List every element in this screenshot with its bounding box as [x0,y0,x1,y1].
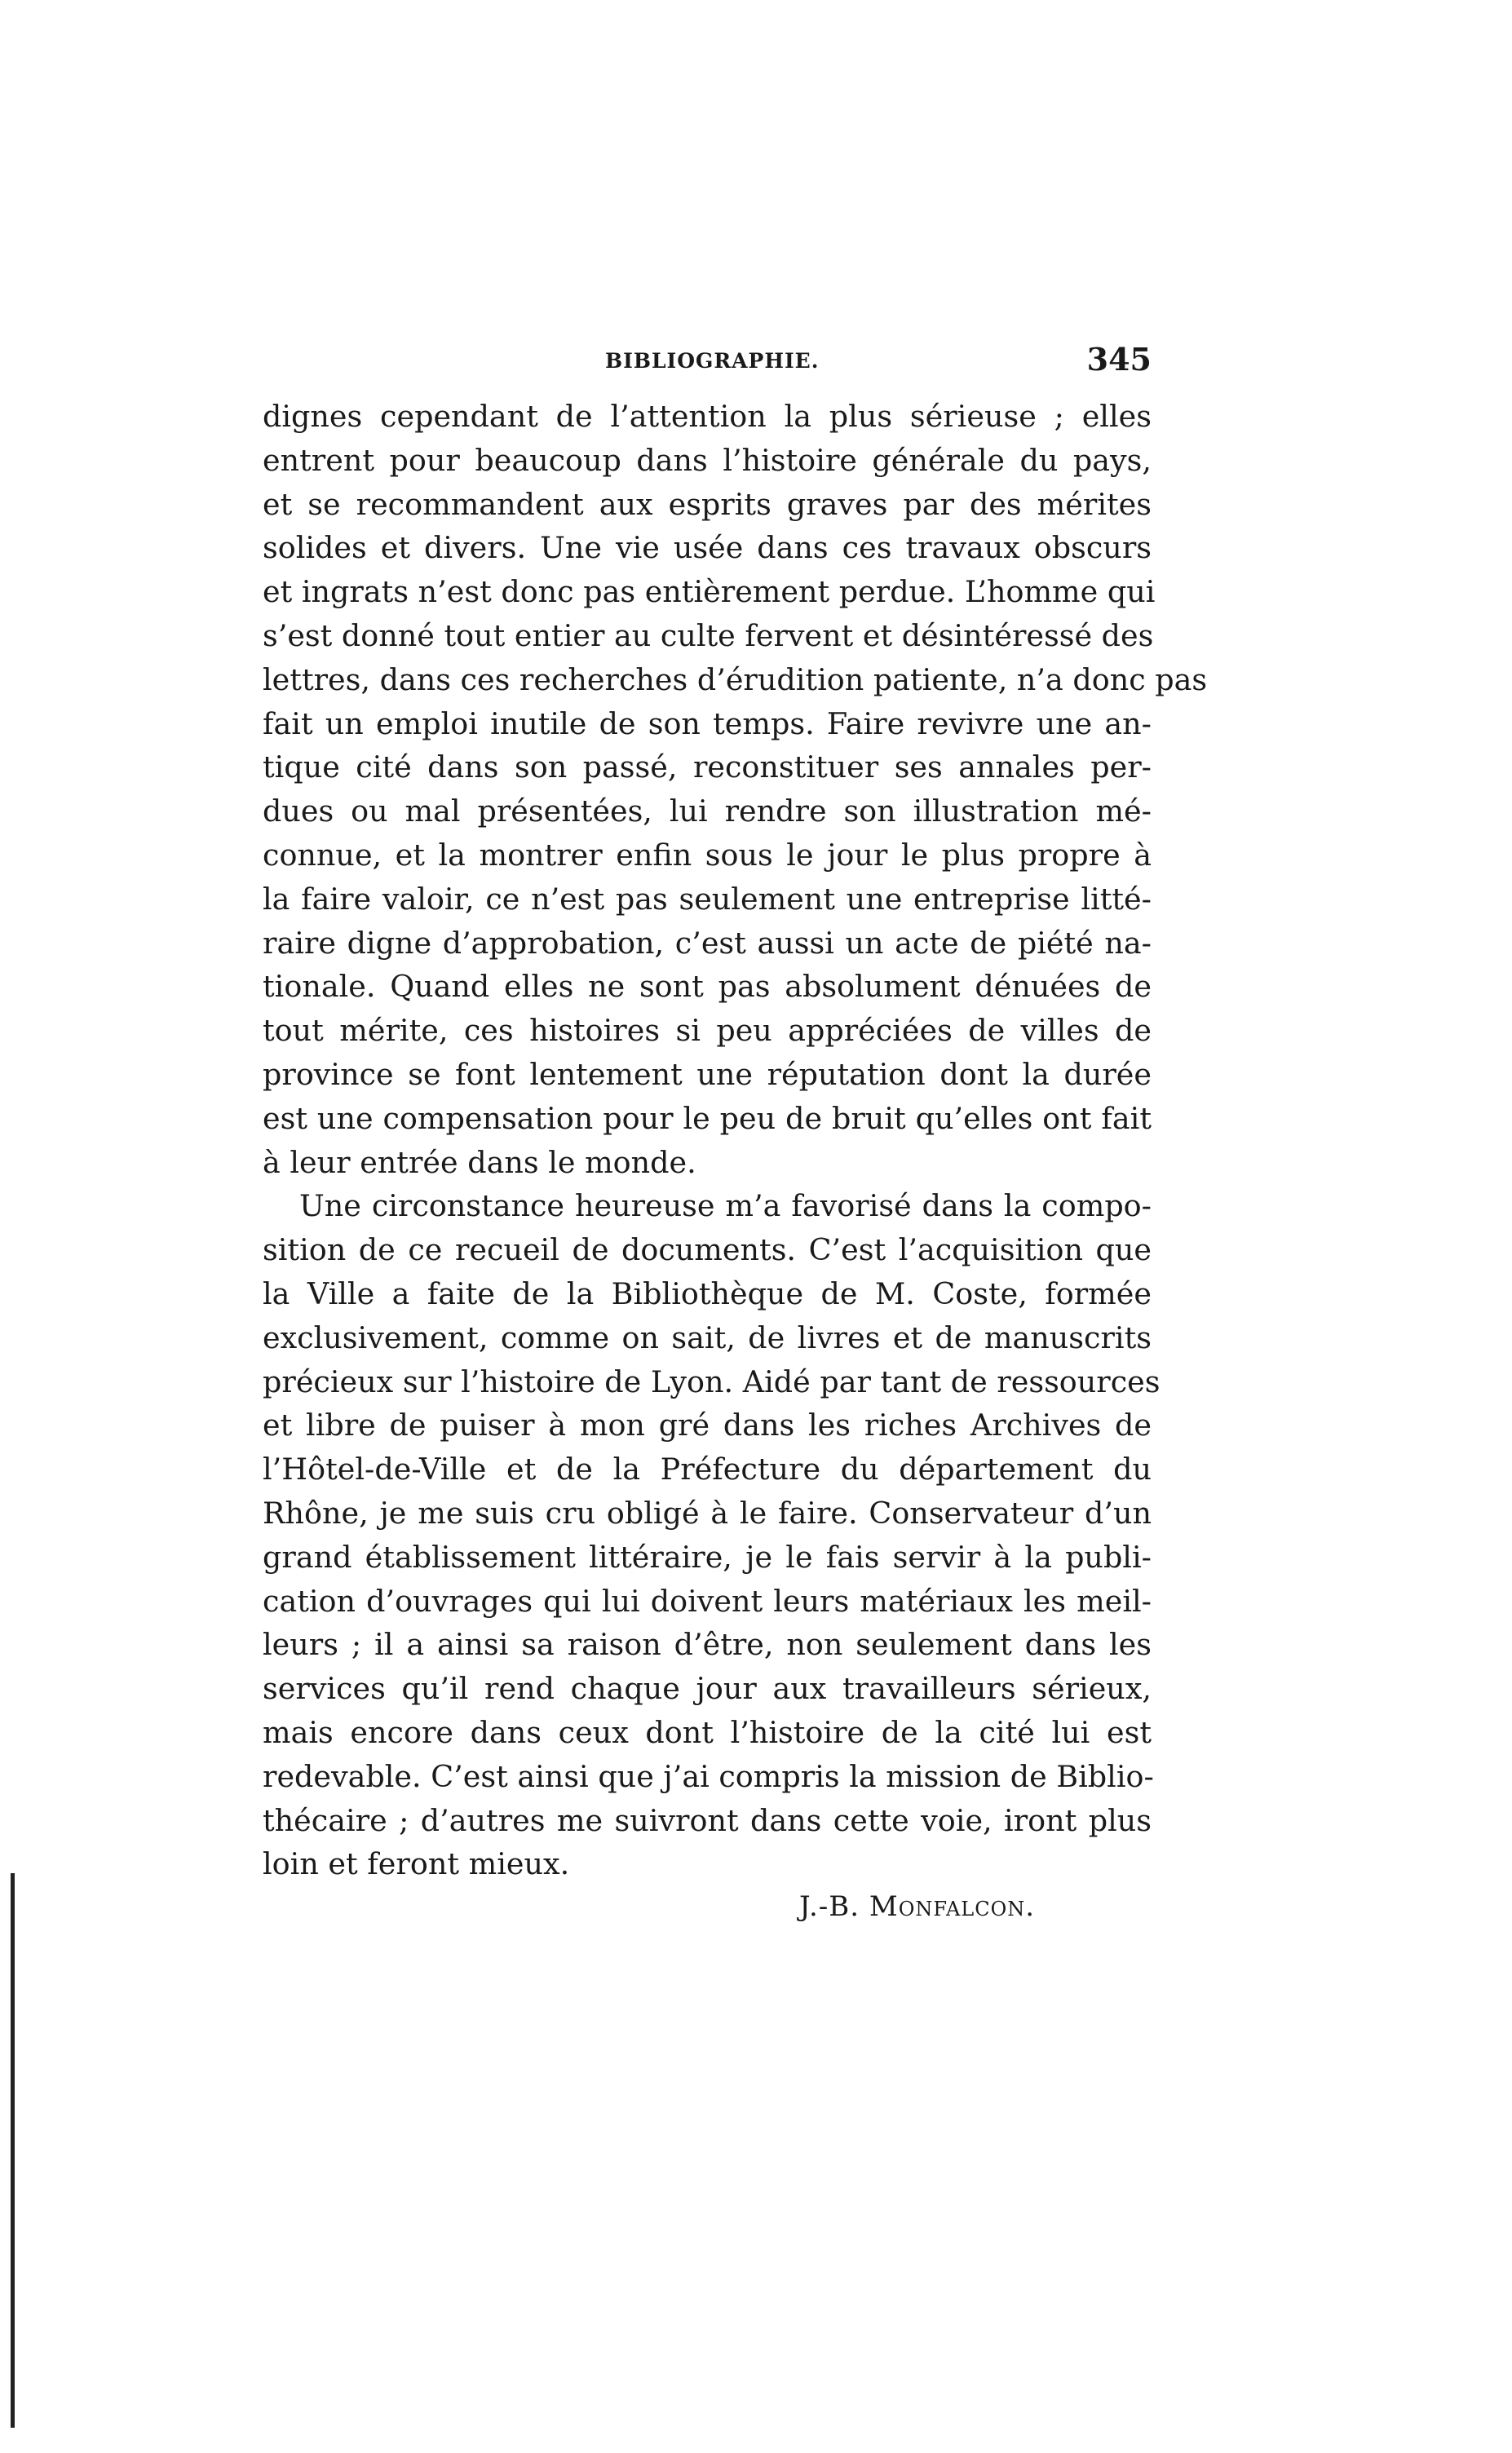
text-line: exclusivement, comme on sait, de livres et de manuscrits [263,1319,1152,1355]
author-signature: J.-B. Monfalcon. [799,1890,1036,1923]
text-line: connue, et la montrer enfin sous le jour le plus propre à [263,837,1152,873]
text-line: dues ou mal présentées, lui rendre son illustration mé- [263,793,1152,829]
text-line: Rhône, je me suis cru obligé à le faire. Conservateur d’un [263,1495,1152,1531]
text-line: et se recommandent aux esprits graves par des mérites [263,486,1152,522]
text-line: tionale. Quand elles ne sont pas absolument dénuées de [263,969,1152,1005]
text-line: solides et divers. Une vie usée dans ces travaux obscurs [263,530,1152,566]
text-line: sition de ce recueil de documents. C’est l’acquisition que [263,1232,1152,1268]
text-line: cation d’ouvrages qui lui doivent leurs matériaux les meil- [263,1583,1152,1619]
text-line: entrent pour beaucoup dans l’histoire générale du pays, [263,442,1152,478]
text-line: mais encore dans ceux dont l’histoire de la cité lui est [263,1714,1152,1750]
page-number: 345 [1086,341,1152,378]
text-line: thécaire ; d’autres me suivront dans cette voie, iront plus [263,1802,1152,1838]
text-line: la Ville a faite de la Bibliothèque de M. Coste, formée [263,1275,1152,1311]
running-title: BIBLIOGRAPHIE. [605,349,820,373]
text-line: loin et feront mieux. [263,1846,570,1882]
text-line: dignes cependant de l’attention la plus sérieuse ; elles [263,399,1152,434]
text-line: province se font lentement une réputation dont la durée [263,1056,1152,1092]
text-line: et libre de puiser à mon gré dans les riches Archives de [263,1408,1152,1443]
text-line: et ingrats n’est donc pas entièrement perdue. L’homme qui [263,574,1156,610]
text-line: leurs ; il a ainsi sa raison d’être, non seulement dans les [263,1627,1152,1663]
text-line: Une circonstance heureuse m’a favorisé dans la compo- [299,1188,1152,1224]
text-line: à leur entrée dans le monde. [263,1144,696,1180]
text-line: est une compensation pour le peu de bruit qu’elles ont fait [263,1100,1152,1136]
text-line: fait un emploi inutile de son temps. Faire revivre une an- [263,705,1152,741]
body-text [263,395,1208,1886]
text-line: l’Hôtel-de-Ville et de la Préfecture du département du [263,1452,1152,1487]
text-line: tout mérite, ces histoires si peu appréciées de villes de [263,1013,1152,1049]
text-line: tique cité dans son passé, reconstituer ses annales per- [263,749,1152,785]
scan-edge-bar [11,1873,15,2428]
text-line: raire digne d’approbation, c’est aussi un acte de piété na- [263,925,1152,961]
text-line: précieux sur l’histoire de Lyon. Aidé par tant de ressources [263,1364,1161,1399]
text-line: services qu’il rend chaque jour aux travailleurs sérieux, [263,1671,1152,1707]
text-line: lettres, dans ces recherches d’érudition patiente, n’a donc pas [263,661,1208,697]
text-line: la faire valoir, ce n’est pas seulement une entreprise litté- [263,881,1152,917]
text-line: grand établissement littéraire, je le fais servir à la publi- [263,1539,1152,1575]
text-line: s’est donné tout entier au culte fervent et désintéressé des [263,617,1154,653]
text-line: redevable. C’est ainsi que j’ai compris la mission de Biblio- [263,1758,1154,1794]
page-header [263,341,1152,382]
